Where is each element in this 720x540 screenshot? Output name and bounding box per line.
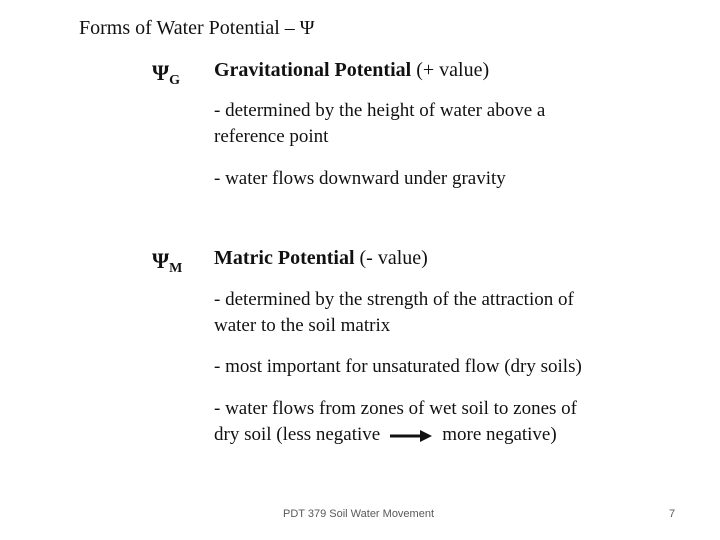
psi-g-symbol: [152, 60, 180, 89]
matric-line-5: [214, 422, 557, 448]
psi-g-letter: Ψ: [152, 60, 170, 85]
psi-m-letter: Ψ: [152, 248, 170, 273]
gravitational-line-1: - determined by the height of water above a: [214, 100, 546, 121]
footer-text: PDT 379 Soil Water Movement: [283, 508, 435, 520]
matric-line-3: - most important for unsaturated flow (dry soils): [214, 356, 582, 377]
matric-line-2: water to the soil matrix: [214, 315, 391, 336]
matric-line-1: - determined by the strength of the attraction of: [214, 289, 574, 310]
gravitational-heading-value: (+ value): [411, 59, 490, 81]
matric-heading: [214, 247, 428, 270]
matric-line-4: - water flows from zones of wet soil to zones of: [214, 398, 578, 419]
gravitational-line-2: reference point: [214, 126, 329, 147]
slide-title: Forms of Water Potential – Ψ: [79, 17, 315, 39]
matric-heading-bold: Matric Potential: [214, 247, 355, 269]
gravitational-heading-bold: Gravitational Potential: [214, 59, 412, 81]
psi-m-subscript: M: [169, 261, 183, 276]
right-arrow-icon: [390, 430, 432, 442]
gravitational-heading: [214, 59, 489, 82]
psi-m-symbol: [152, 248, 182, 277]
gravitational-line-3: - water flows downward under gravity: [214, 168, 506, 189]
page-number: 7: [669, 508, 676, 520]
matric-heading-value: (- value): [354, 247, 428, 269]
matric-line-5-end: more negative): [442, 424, 557, 445]
psi-g-subscript: G: [169, 73, 181, 88]
matric-line-5-start: dry soil (less negative: [214, 424, 381, 445]
